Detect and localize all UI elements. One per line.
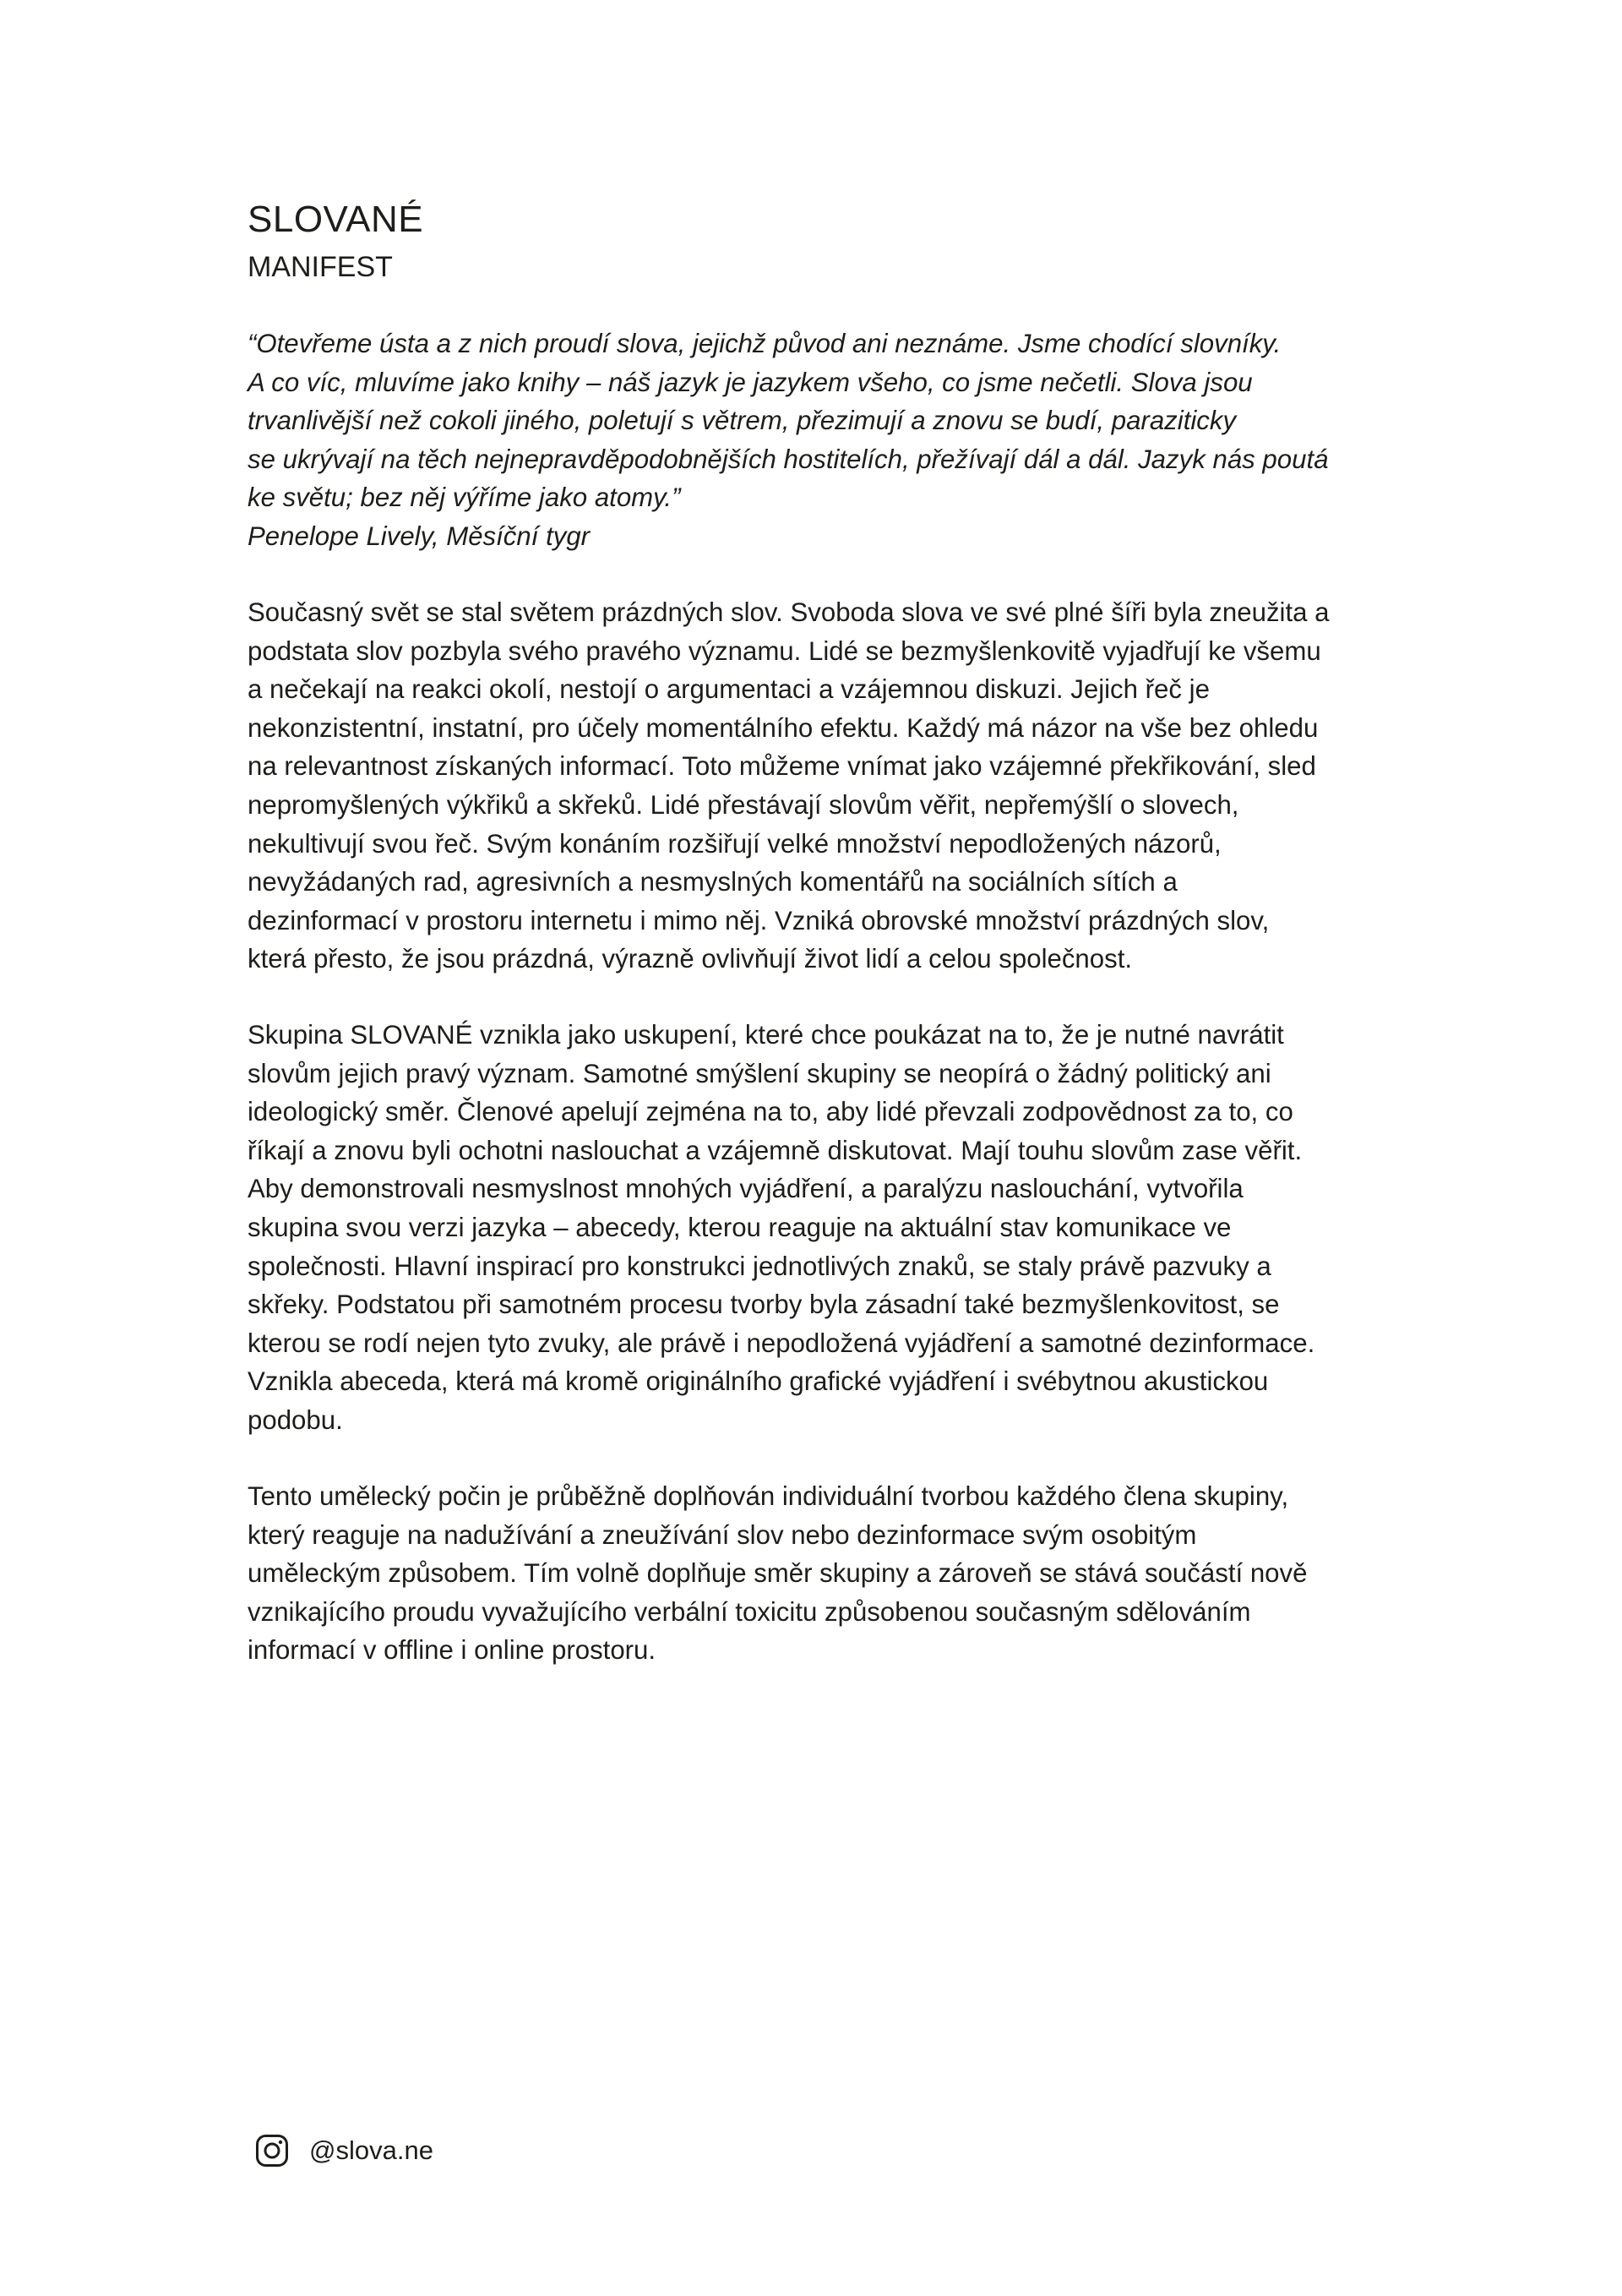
instagram-handle[interactable]: @slova.ne xyxy=(309,2135,433,2165)
paragraph-line: a nečekají na reakci okolí, nestojí o argumentaci a vzájemnou diskuzi. Jejich řeč je xyxy=(248,674,1210,705)
paragraph-line: dezinformací v prostoru internetu i mimo něj. Vzniká obrovské množství prázdných slov, xyxy=(248,905,1270,935)
paragraph-line: skřeky. Podstatou při samotném procesu tvorby byla zásadní také bezmyšlenkovitost, se xyxy=(248,1290,1280,1320)
paragraph-2 xyxy=(248,1016,1405,1440)
paragraph-line: podobu. xyxy=(248,1404,343,1435)
quote-attribution: Penelope Lively, Měsíční tygr xyxy=(248,521,591,551)
quote-line: A co víc, mluvíme jako knihy – náš jazyk je jazykem všeho, co jsme nečetli. Slova jsou xyxy=(248,367,1253,397)
paragraph-line: uměleckým způsobem. Tím volně doplňuje směr skupiny a zároveň se stává součástí nově xyxy=(248,1558,1308,1589)
page-title: SLOVANÉ xyxy=(248,199,424,240)
paragraph-line: Současný svět se stal světem prázdných slov. Svoboda slova ve své plné šíři byla zneužita a xyxy=(248,597,1330,627)
paragraph-line: podstata slov pozbyla svého pravého významu. Lidé se bezmyšlenkovitě vyjadřují ke všemu xyxy=(248,635,1321,666)
paragraph-line: která přesto, že jsou prázdná, výrazně ovlivňují život lidí a celou společnost. xyxy=(248,944,1133,974)
paragraph-line: společnosti. Hlavní inspirací pro konstrukci jednotlivých znaků, se staly právě pazvuky a xyxy=(248,1251,1271,1281)
paragraph-line: kterou se rodí nejen tyto zvuky, ale právě i nepodložená vyjádření a samotné dezinformace. xyxy=(248,1328,1315,1358)
quote-line: ke světu; bez něj výříme jako atomy.” xyxy=(248,483,681,513)
paragraph-line: říkají a znovu byli ochotni naslouchat a vzájemně diskutovat. Mají touhu slovům zase věřit. xyxy=(248,1135,1303,1165)
paragraph-line: Skupina SLOVANÉ vznikla jako uskupení, které chce poukázat na to, že je nutné navrátit xyxy=(248,1020,1284,1050)
instagram-icon[interactable] xyxy=(255,2134,289,2168)
paragraph-1 xyxy=(248,593,1405,979)
paragraph-line: slovům jejich pravý význam. Samotné smýšlení skupiny se neopírá o žádný politický ani xyxy=(248,1058,1271,1088)
social-footer xyxy=(255,2131,433,2170)
paragraph-line: vznikajícího proudu vyvažujícího verbální toxicitu způsobenou současným sdělováním xyxy=(248,1596,1251,1627)
paragraph-line: ideologický směr. Členové apelují zejména na to, aby lidé převzali zodpovědnost za to, co xyxy=(248,1097,1293,1127)
paragraph-line: Tento umělecký počin je průběžně doplňován individuální tvorbou každého člena skupiny, xyxy=(248,1481,1289,1511)
paragraph-line: Vznikla abeceda, která má kromě originálního grafické vyjádření i svébytnou akustickou xyxy=(248,1366,1269,1397)
page-subtitle: MANIFEST xyxy=(248,251,393,283)
paragraph-line: nepromyšlených výkřiků a skřeků. Lidé přestávají slovům věřit, nepřemýšlí o slovech, xyxy=(248,789,1239,820)
paragraph-3 xyxy=(248,1477,1405,1670)
paragraph-line: který reaguje na nadužívání a zneužívání slov nebo dezinformace svým osobitým xyxy=(248,1519,1197,1550)
paragraph-line: nevyžádaných rad, agresivních a nesmyslných komentářů na sociálních sítích a xyxy=(248,867,1178,897)
paragraph-line: informací v offline i online prostoru. xyxy=(248,1635,656,1666)
paragraph-line: skupina svou verzi jazyka – abecedy, kterou reaguje na aktuální stav komunikace ve xyxy=(248,1212,1232,1242)
quote-line: trvanlivější než cokoli jiného, poletují s větrem, přezimují a znovu se budí, paraziticky xyxy=(248,406,1237,436)
epigraph-quote xyxy=(248,324,1405,556)
paragraph-line: nekonzistentní, instatní, pro účely momentálního efektu. Každý má názor na vše bez ohledu xyxy=(248,712,1319,743)
quote-line: se ukrývají na těch nejnepravděpodobnějších hostitelích, přežívají dál a dál. Jazyk nás poutá xyxy=(248,444,1329,474)
quote-line: “Otevřeme ústa a z nich proudí slova, jejichž původ ani neznáme. Jsme chodící slovníky. xyxy=(248,329,1282,358)
paragraph-line: na relevantnost získaných informací. Toto můžeme vnímat jako vzájemné překřikování, sled xyxy=(248,751,1316,782)
paragraph-line: Aby demonstrovali nesmyslnost mnohých vyjádření, a paralýzu naslouchání, vytvořila xyxy=(248,1174,1244,1204)
paragraph-line: nekultivují svou řeč. Svým konáním rozšiřují velké množství nepodložených názorů, xyxy=(248,828,1222,859)
